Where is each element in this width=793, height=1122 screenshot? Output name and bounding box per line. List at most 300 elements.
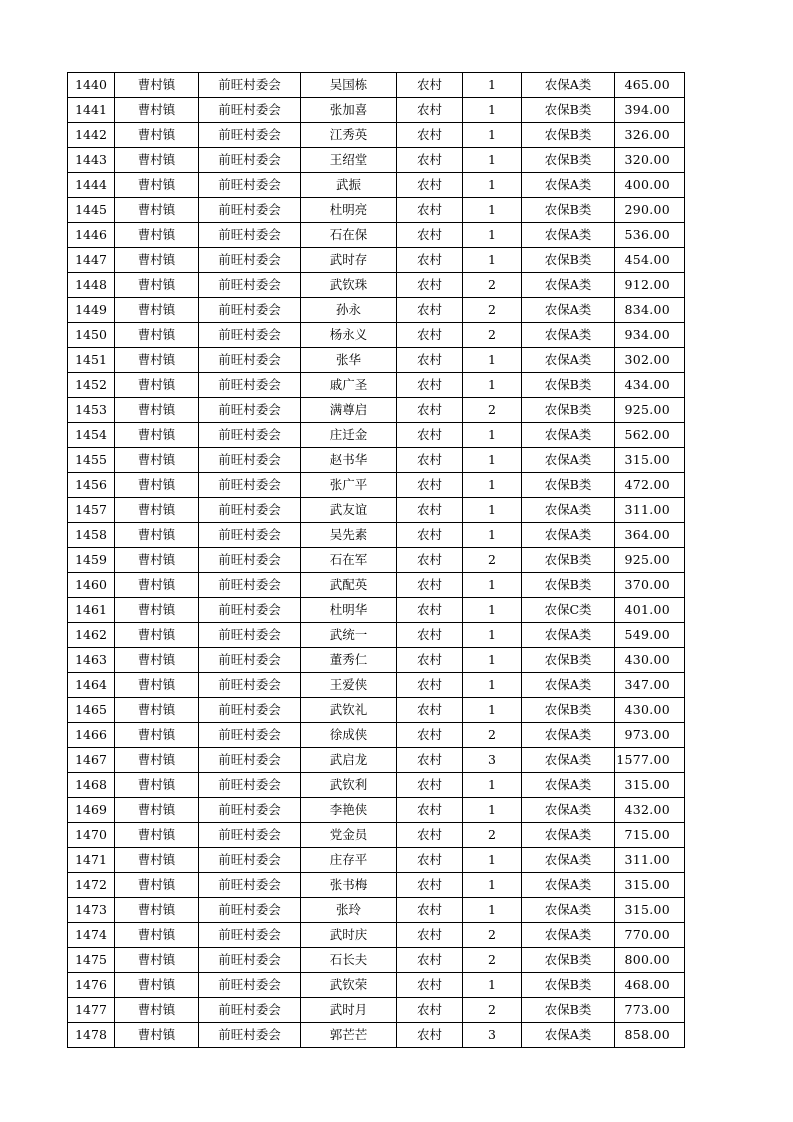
- row-number: 1440: [68, 73, 115, 98]
- row-number: 1470: [68, 823, 115, 848]
- insurance-category-cell: 农保A类: [522, 823, 615, 848]
- household-count-cell: 2: [463, 923, 522, 948]
- amount-cell: 364.00: [615, 523, 685, 548]
- household-count-cell: 1: [463, 348, 522, 373]
- person-name-cell: 武钦利: [301, 773, 397, 798]
- residence-type-cell: 农村: [397, 498, 463, 523]
- residence-type-cell: 农村: [397, 348, 463, 373]
- household-count-cell: 1: [463, 573, 522, 598]
- table-row: [68, 123, 685, 148]
- amount-cell: 472.00: [615, 473, 685, 498]
- residence-type-cell: 农村: [397, 173, 463, 198]
- household-count-cell: 1: [463, 473, 522, 498]
- village-committee-cell: 前旺村委会: [199, 323, 301, 348]
- household-count-cell: 1: [463, 673, 522, 698]
- household-count-cell: 2: [463, 298, 522, 323]
- residence-type-cell: 农村: [397, 273, 463, 298]
- amount-cell: 400.00: [615, 173, 685, 198]
- table-row: [68, 298, 685, 323]
- town-cell: 曹村镇: [115, 573, 199, 598]
- insurance-category-cell: 农保B类: [522, 398, 615, 423]
- village-committee-cell: 前旺村委会: [199, 173, 301, 198]
- village-committee-cell: 前旺村委会: [199, 923, 301, 948]
- row-number: 1478: [68, 1023, 115, 1048]
- table-row: [68, 148, 685, 173]
- table-row: [68, 173, 685, 198]
- person-name-cell: 王绍堂: [301, 148, 397, 173]
- person-name-cell: 赵书华: [301, 448, 397, 473]
- insurance-category-cell: 农保B类: [522, 698, 615, 723]
- row-number: 1457: [68, 498, 115, 523]
- residence-type-cell: 农村: [397, 873, 463, 898]
- village-committee-cell: 前旺村委会: [199, 473, 301, 498]
- town-cell: 曹村镇: [115, 798, 199, 823]
- person-name-cell: 石长夫: [301, 948, 397, 973]
- town-cell: 曹村镇: [115, 398, 199, 423]
- person-name-cell: 郭芒芒: [301, 1023, 397, 1048]
- person-name-cell: 武钦珠: [301, 273, 397, 298]
- insurance-category-cell: 农保A类: [522, 498, 615, 523]
- amount-cell: 454.00: [615, 248, 685, 273]
- household-count-cell: 1: [463, 698, 522, 723]
- town-cell: 曹村镇: [115, 273, 199, 298]
- village-committee-cell: 前旺村委会: [199, 848, 301, 873]
- table-row: [68, 698, 685, 723]
- table-row: [68, 398, 685, 423]
- household-count-cell: 1: [463, 73, 522, 98]
- household-count-cell: 1: [463, 498, 522, 523]
- table-row: [68, 73, 685, 98]
- household-count-cell: 1: [463, 448, 522, 473]
- town-cell: 曹村镇: [115, 923, 199, 948]
- household-count-cell: 3: [463, 748, 522, 773]
- household-count-cell: 1: [463, 523, 522, 548]
- village-committee-cell: 前旺村委会: [199, 648, 301, 673]
- table-row: [68, 648, 685, 673]
- row-number: 1450: [68, 323, 115, 348]
- household-count-cell: 2: [463, 273, 522, 298]
- residence-type-cell: 农村: [397, 373, 463, 398]
- household-count-cell: 1: [463, 873, 522, 898]
- person-name-cell: 武时月: [301, 998, 397, 1023]
- person-name-cell: 张广平: [301, 473, 397, 498]
- town-cell: 曹村镇: [115, 198, 199, 223]
- amount-cell: 912.00: [615, 273, 685, 298]
- household-count-cell: 1: [463, 898, 522, 923]
- row-number: 1461: [68, 598, 115, 623]
- table-row: [68, 573, 685, 598]
- table-row: [68, 823, 685, 848]
- insurance-category-cell: 农保B类: [522, 373, 615, 398]
- town-cell: 曹村镇: [115, 348, 199, 373]
- insurance-category-cell: 农保B类: [522, 573, 615, 598]
- town-cell: 曹村镇: [115, 98, 199, 123]
- household-count-cell: 1: [463, 773, 522, 798]
- village-committee-cell: 前旺村委会: [199, 873, 301, 898]
- household-count-cell: 1: [463, 248, 522, 273]
- person-name-cell: 张书梅: [301, 873, 397, 898]
- row-number: 1463: [68, 648, 115, 673]
- person-name-cell: 武友谊: [301, 498, 397, 523]
- table-row: [68, 498, 685, 523]
- town-cell: 曹村镇: [115, 698, 199, 723]
- town-cell: 曹村镇: [115, 373, 199, 398]
- village-committee-cell: 前旺村委会: [199, 423, 301, 448]
- village-committee-cell: 前旺村委会: [199, 98, 301, 123]
- person-name-cell: 张华: [301, 348, 397, 373]
- amount-cell: 925.00: [615, 398, 685, 423]
- amount-cell: 536.00: [615, 223, 685, 248]
- person-name-cell: 庄迁金: [301, 423, 397, 448]
- town-cell: 曹村镇: [115, 448, 199, 473]
- insurance-category-cell: 农保A类: [522, 748, 615, 773]
- residence-type-cell: 农村: [397, 673, 463, 698]
- amount-cell: 326.00: [615, 123, 685, 148]
- village-committee-cell: 前旺村委会: [199, 998, 301, 1023]
- amount-cell: 430.00: [615, 648, 685, 673]
- village-committee-cell: 前旺村委会: [199, 398, 301, 423]
- town-cell: 曹村镇: [115, 748, 199, 773]
- residence-type-cell: 农村: [397, 823, 463, 848]
- household-count-cell: 1: [463, 198, 522, 223]
- insurance-category-cell: 农保A类: [522, 298, 615, 323]
- household-count-cell: 1: [463, 848, 522, 873]
- village-committee-cell: 前旺村委会: [199, 723, 301, 748]
- amount-cell: 347.00: [615, 673, 685, 698]
- amount-cell: 315.00: [615, 873, 685, 898]
- town-cell: 曹村镇: [115, 223, 199, 248]
- insurance-category-cell: 农保A类: [522, 773, 615, 798]
- row-number: 1464: [68, 673, 115, 698]
- row-number: 1465: [68, 698, 115, 723]
- town-cell: 曹村镇: [115, 473, 199, 498]
- household-count-cell: 3: [463, 1023, 522, 1048]
- residence-type-cell: 农村: [397, 848, 463, 873]
- town-cell: 曹村镇: [115, 598, 199, 623]
- person-name-cell: 王爱侠: [301, 673, 397, 698]
- village-committee-cell: 前旺村委会: [199, 698, 301, 723]
- village-committee-cell: 前旺村委会: [199, 623, 301, 648]
- residence-type-cell: 农村: [397, 623, 463, 648]
- town-cell: 曹村镇: [115, 898, 199, 923]
- insurance-category-cell: 农保A类: [522, 223, 615, 248]
- roster-body: [68, 73, 685, 1048]
- insurance-category-cell: 农保A类: [522, 348, 615, 373]
- village-committee-cell: 前旺村委会: [199, 748, 301, 773]
- town-cell: 曹村镇: [115, 523, 199, 548]
- household-count-cell: 2: [463, 823, 522, 848]
- residence-type-cell: 农村: [397, 223, 463, 248]
- insurance-category-cell: 农保B类: [522, 998, 615, 1023]
- village-committee-cell: 前旺村委会: [199, 498, 301, 523]
- row-number: 1443: [68, 148, 115, 173]
- row-number: 1454: [68, 423, 115, 448]
- village-committee-cell: 前旺村委会: [199, 798, 301, 823]
- table-row: [68, 748, 685, 773]
- row-number: 1468: [68, 773, 115, 798]
- row-number: 1476: [68, 973, 115, 998]
- residence-type-cell: 农村: [397, 698, 463, 723]
- person-name-cell: 武启龙: [301, 748, 397, 773]
- village-committee-cell: 前旺村委会: [199, 273, 301, 298]
- amount-cell: 1577.00: [615, 748, 685, 773]
- village-committee-cell: 前旺村委会: [199, 773, 301, 798]
- person-name-cell: 李艳侠: [301, 798, 397, 823]
- person-name-cell: 石在保: [301, 223, 397, 248]
- table-row: [68, 998, 685, 1023]
- amount-cell: 770.00: [615, 923, 685, 948]
- household-count-cell: 1: [463, 423, 522, 448]
- row-number: 1460: [68, 573, 115, 598]
- person-name-cell: 石在军: [301, 548, 397, 573]
- village-committee-cell: 前旺村委会: [199, 823, 301, 848]
- town-cell: 曹村镇: [115, 998, 199, 1023]
- amount-cell: 315.00: [615, 898, 685, 923]
- household-count-cell: 2: [463, 548, 522, 573]
- residence-type-cell: 农村: [397, 798, 463, 823]
- table-row: [68, 323, 685, 348]
- household-count-cell: 2: [463, 323, 522, 348]
- residence-type-cell: 农村: [397, 448, 463, 473]
- village-committee-cell: 前旺村委会: [199, 548, 301, 573]
- insurance-category-cell: 农保B类: [522, 973, 615, 998]
- town-cell: 曹村镇: [115, 673, 199, 698]
- table-row: [68, 923, 685, 948]
- row-number: 1446: [68, 223, 115, 248]
- residence-type-cell: 农村: [397, 198, 463, 223]
- residence-type-cell: 农村: [397, 523, 463, 548]
- amount-cell: 973.00: [615, 723, 685, 748]
- town-cell: 曹村镇: [115, 723, 199, 748]
- residence-type-cell: 农村: [397, 648, 463, 673]
- residence-type-cell: 农村: [397, 98, 463, 123]
- row-number: 1466: [68, 723, 115, 748]
- residence-type-cell: 农村: [397, 398, 463, 423]
- amount-cell: 320.00: [615, 148, 685, 173]
- table-row: [68, 623, 685, 648]
- residence-type-cell: 农村: [397, 923, 463, 948]
- household-count-cell: 2: [463, 998, 522, 1023]
- table-row: [68, 598, 685, 623]
- table-row: [68, 773, 685, 798]
- town-cell: 曹村镇: [115, 248, 199, 273]
- benefit-roster-table: [67, 72, 685, 1048]
- table-row: [68, 848, 685, 873]
- person-name-cell: 杨永义: [301, 323, 397, 348]
- insurance-category-cell: 农保A类: [522, 423, 615, 448]
- insurance-category-cell: 农保B类: [522, 123, 615, 148]
- village-committee-cell: 前旺村委会: [199, 73, 301, 98]
- town-cell: 曹村镇: [115, 323, 199, 348]
- row-number: 1477: [68, 998, 115, 1023]
- row-number: 1452: [68, 373, 115, 398]
- amount-cell: 370.00: [615, 573, 685, 598]
- residence-type-cell: 农村: [397, 548, 463, 573]
- person-name-cell: 吴国栋: [301, 73, 397, 98]
- village-committee-cell: 前旺村委会: [199, 898, 301, 923]
- table-row: [68, 198, 685, 223]
- town-cell: 曹村镇: [115, 548, 199, 573]
- residence-type-cell: 农村: [397, 948, 463, 973]
- household-count-cell: 1: [463, 173, 522, 198]
- amount-cell: 468.00: [615, 973, 685, 998]
- amount-cell: 834.00: [615, 298, 685, 323]
- insurance-category-cell: 农保A类: [522, 923, 615, 948]
- village-committee-cell: 前旺村委会: [199, 248, 301, 273]
- table-row: [68, 423, 685, 448]
- person-name-cell: 武振: [301, 173, 397, 198]
- insurance-category-cell: 农保B类: [522, 148, 615, 173]
- insurance-category-cell: 农保A类: [522, 673, 615, 698]
- table-row: [68, 98, 685, 123]
- row-number: 1448: [68, 273, 115, 298]
- amount-cell: 465.00: [615, 73, 685, 98]
- amount-cell: 290.00: [615, 198, 685, 223]
- household-count-cell: 1: [463, 798, 522, 823]
- household-count-cell: 1: [463, 98, 522, 123]
- town-cell: 曹村镇: [115, 823, 199, 848]
- row-number: 1467: [68, 748, 115, 773]
- household-count-cell: 2: [463, 398, 522, 423]
- row-number: 1459: [68, 548, 115, 573]
- person-name-cell: 党金员: [301, 823, 397, 848]
- village-committee-cell: 前旺村委会: [199, 223, 301, 248]
- household-count-cell: 1: [463, 973, 522, 998]
- person-name-cell: 张加喜: [301, 98, 397, 123]
- town-cell: 曹村镇: [115, 73, 199, 98]
- town-cell: 曹村镇: [115, 948, 199, 973]
- village-committee-cell: 前旺村委会: [199, 148, 301, 173]
- insurance-category-cell: 农保B类: [522, 473, 615, 498]
- insurance-category-cell: 农保B类: [522, 548, 615, 573]
- village-committee-cell: 前旺村委会: [199, 373, 301, 398]
- table-row: [68, 898, 685, 923]
- village-committee-cell: 前旺村委会: [199, 948, 301, 973]
- household-count-cell: 1: [463, 148, 522, 173]
- amount-cell: 858.00: [615, 1023, 685, 1048]
- row-number: 1441: [68, 98, 115, 123]
- insurance-category-cell: 农保C类: [522, 598, 615, 623]
- table-row: [68, 523, 685, 548]
- table-row: [68, 473, 685, 498]
- table-row: [68, 973, 685, 998]
- insurance-category-cell: 农保A类: [522, 898, 615, 923]
- residence-type-cell: 农村: [397, 423, 463, 448]
- amount-cell: 394.00: [615, 98, 685, 123]
- household-count-cell: 1: [463, 123, 522, 148]
- insurance-category-cell: 农保A类: [522, 448, 615, 473]
- row-number: 1444: [68, 173, 115, 198]
- person-name-cell: 武钦荣: [301, 973, 397, 998]
- amount-cell: 311.00: [615, 498, 685, 523]
- town-cell: 曹村镇: [115, 423, 199, 448]
- amount-cell: 432.00: [615, 798, 685, 823]
- table-row: [68, 548, 685, 573]
- village-committee-cell: 前旺村委会: [199, 198, 301, 223]
- village-committee-cell: 前旺村委会: [199, 348, 301, 373]
- table-row: [68, 248, 685, 273]
- amount-cell: 715.00: [615, 823, 685, 848]
- person-name-cell: 满尊启: [301, 398, 397, 423]
- village-committee-cell: 前旺村委会: [199, 523, 301, 548]
- table-row: [68, 348, 685, 373]
- town-cell: 曹村镇: [115, 298, 199, 323]
- row-number: 1473: [68, 898, 115, 923]
- amount-cell: 934.00: [615, 323, 685, 348]
- village-committee-cell: 前旺村委会: [199, 448, 301, 473]
- row-number: 1449: [68, 298, 115, 323]
- person-name-cell: 江秀英: [301, 123, 397, 148]
- residence-type-cell: 农村: [397, 748, 463, 773]
- amount-cell: 315.00: [615, 448, 685, 473]
- insurance-category-cell: 农保B类: [522, 248, 615, 273]
- town-cell: 曹村镇: [115, 498, 199, 523]
- village-committee-cell: 前旺村委会: [199, 1023, 301, 1048]
- insurance-category-cell: 农保A类: [522, 873, 615, 898]
- town-cell: 曹村镇: [115, 148, 199, 173]
- residence-type-cell: 农村: [397, 323, 463, 348]
- amount-cell: 401.00: [615, 598, 685, 623]
- village-committee-cell: 前旺村委会: [199, 973, 301, 998]
- town-cell: 曹村镇: [115, 173, 199, 198]
- town-cell: 曹村镇: [115, 773, 199, 798]
- amount-cell: 800.00: [615, 948, 685, 973]
- row-number: 1475: [68, 948, 115, 973]
- person-name-cell: 武配英: [301, 573, 397, 598]
- residence-type-cell: 农村: [397, 1023, 463, 1048]
- insurance-category-cell: 农保A类: [522, 523, 615, 548]
- table-row: [68, 223, 685, 248]
- residence-type-cell: 农村: [397, 148, 463, 173]
- village-committee-cell: 前旺村委会: [199, 598, 301, 623]
- table-row: [68, 948, 685, 973]
- amount-cell: 549.00: [615, 623, 685, 648]
- row-number: 1453: [68, 398, 115, 423]
- residence-type-cell: 农村: [397, 73, 463, 98]
- row-number: 1455: [68, 448, 115, 473]
- row-number: 1472: [68, 873, 115, 898]
- amount-cell: 430.00: [615, 698, 685, 723]
- amount-cell: 311.00: [615, 848, 685, 873]
- table-row: [68, 723, 685, 748]
- residence-type-cell: 农村: [397, 998, 463, 1023]
- insurance-category-cell: 农保A类: [522, 323, 615, 348]
- table-row: [68, 448, 685, 473]
- town-cell: 曹村镇: [115, 648, 199, 673]
- town-cell: 曹村镇: [115, 123, 199, 148]
- table-row: [68, 798, 685, 823]
- person-name-cell: 杜明亮: [301, 198, 397, 223]
- amount-cell: 302.00: [615, 348, 685, 373]
- insurance-category-cell: 农保A类: [522, 798, 615, 823]
- village-committee-cell: 前旺村委会: [199, 673, 301, 698]
- insurance-category-cell: 农保A类: [522, 173, 615, 198]
- person-name-cell: 武统一: [301, 623, 397, 648]
- amount-cell: 562.00: [615, 423, 685, 448]
- insurance-category-cell: 农保A类: [522, 623, 615, 648]
- insurance-category-cell: 农保B类: [522, 648, 615, 673]
- town-cell: 曹村镇: [115, 1023, 199, 1048]
- person-name-cell: 武钦礼: [301, 698, 397, 723]
- row-number: 1456: [68, 473, 115, 498]
- person-name-cell: 董秀仁: [301, 648, 397, 673]
- row-number: 1458: [68, 523, 115, 548]
- insurance-category-cell: 农保A类: [522, 1023, 615, 1048]
- residence-type-cell: 农村: [397, 248, 463, 273]
- town-cell: 曹村镇: [115, 623, 199, 648]
- residence-type-cell: 农村: [397, 723, 463, 748]
- amount-cell: 434.00: [615, 373, 685, 398]
